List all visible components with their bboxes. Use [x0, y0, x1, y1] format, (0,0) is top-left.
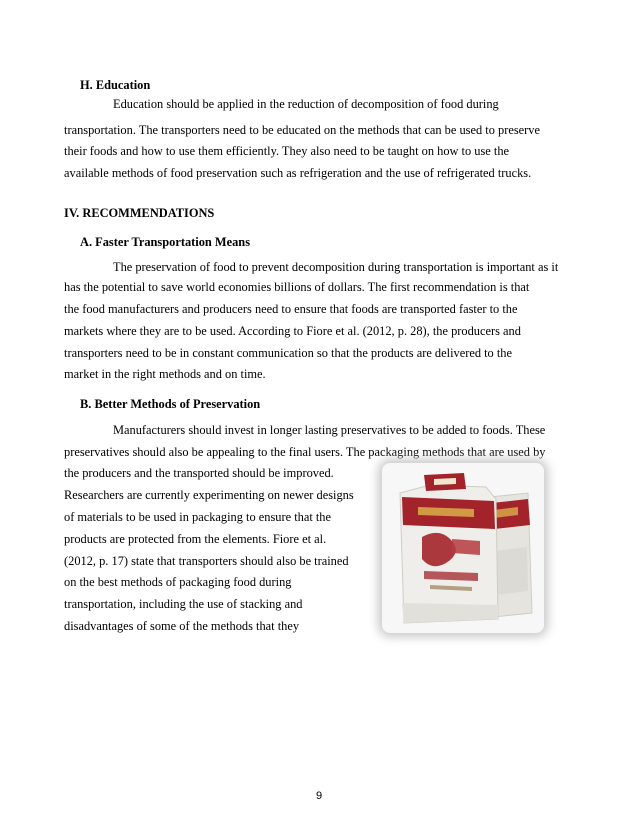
- paragraph-line: available methods of food preservation such as refrigeration and the use of refrigerated trucks.: [64, 166, 532, 180]
- section-b-heading: B. Better Methods of Preservation: [80, 397, 261, 411]
- front-bag: [400, 473, 498, 623]
- paragraph-line: Education should be applied in the reduction of decomposition of food during: [113, 97, 499, 111]
- paragraph-line: has the potential to save world economies billions of dollars. The first recommendation is that: [64, 280, 530, 294]
- page-number: 9: [315, 790, 323, 802]
- paragraph-line: markets where they are to be used. According to Fiore et al. (2012, p. 28), the producers and: [64, 324, 521, 338]
- paragraph-line: Manufacturers should invest in longer lasting preservatives to be added to foods. These: [113, 423, 546, 437]
- food-bags-illustration: [382, 463, 544, 633]
- paragraph-line: (2012, p. 17) state that transporters should also be trained: [64, 554, 349, 568]
- paragraph-line: preservatives should also be appealing to the final users. The packaging methods that are used by: [64, 445, 546, 459]
- section-h-heading: H. Education: [80, 78, 151, 92]
- paragraph-line: transportation, including the use of stacking and: [64, 597, 303, 611]
- paragraph-line: Researchers are currently experimenting on newer designs: [64, 488, 354, 502]
- paragraph-line: disadvantages of some of the methods that they: [64, 619, 300, 633]
- section-iv-heading: IV. RECOMMENDATIONS: [64, 206, 215, 220]
- section-a-heading: A. Faster Transportation Means: [80, 235, 251, 249]
- paragraph-line: their foods and how to use them efficiently. They also need to be taught on how to use the: [64, 144, 510, 158]
- paragraph-line: the producers and the transported should be improved.: [64, 466, 334, 480]
- paragraph-line: of materials to be used in packaging to ensure that the: [64, 510, 332, 524]
- paragraph-line: market in the right methods and on time.: [64, 367, 266, 381]
- paragraph-line: the food manufacturers and producers need to ensure that foods are transported faster to the: [64, 302, 518, 316]
- food-package-photo: [382, 463, 544, 633]
- paragraph-line: The preservation of food to prevent decomposition during transportation is important as it: [113, 260, 559, 274]
- paragraph-line: products are protected from the elements. Fiore et al.: [64, 532, 327, 546]
- paragraph-line: transportation. The transporters need to be educated on the methods that can be used to preserve: [64, 123, 540, 137]
- paragraph-line: on the best methods of packaging food during: [64, 575, 292, 589]
- paragraph-line: transporters need to be in constant communication so that the products are delivered to the: [64, 346, 512, 360]
